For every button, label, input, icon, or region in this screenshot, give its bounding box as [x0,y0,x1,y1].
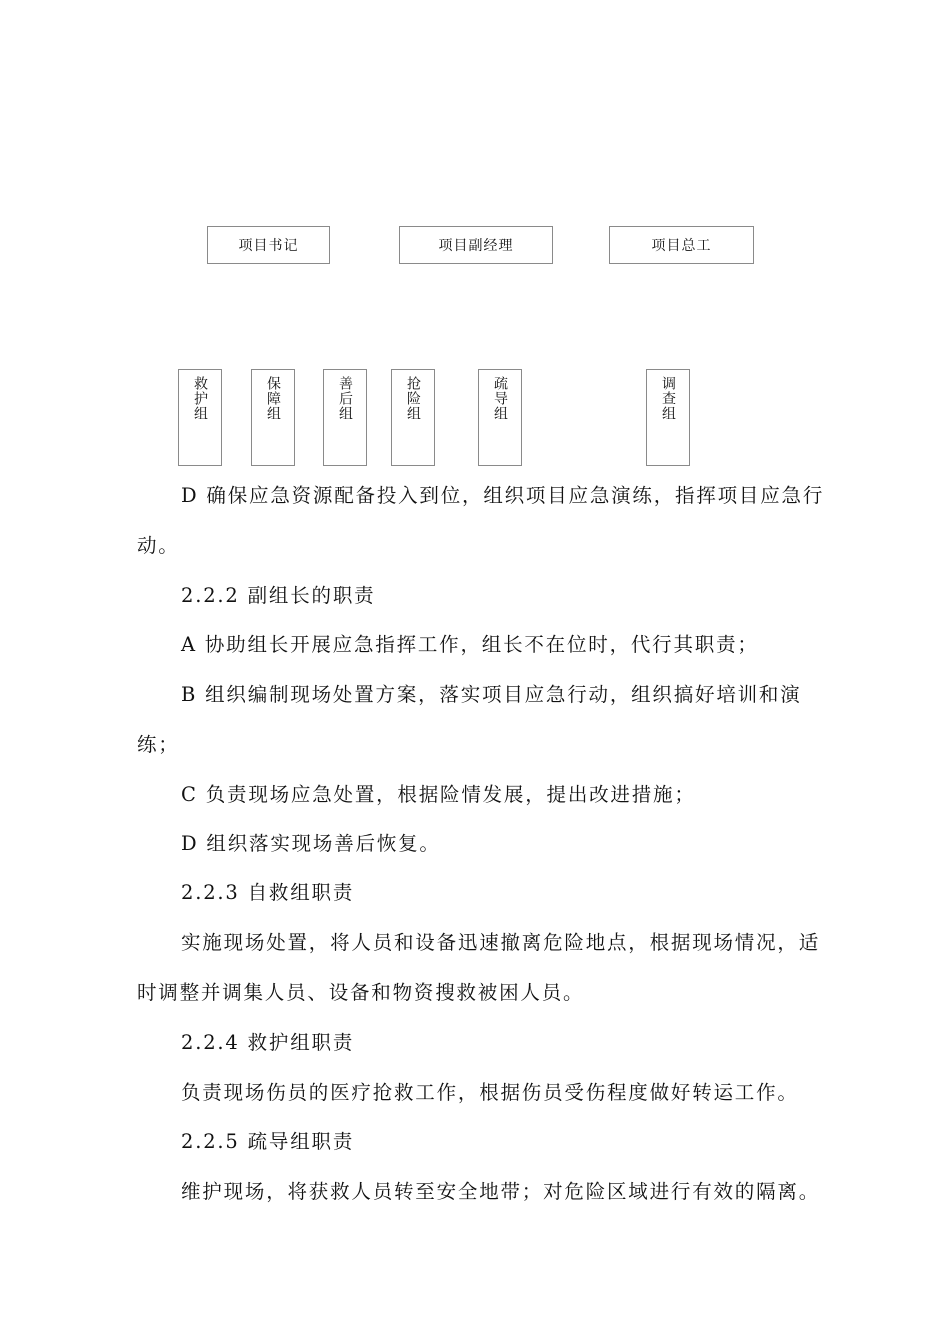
org-box-chief-engineer [609,226,754,264]
paragraph-medical: 负责现场伤员的医疗抢救工作，根据伤员受伤程度做好转运工作。 [181,1081,799,1104]
org-box-emergency-group [391,369,435,466]
org-box-evacuation-group [478,369,522,466]
org-box-label: 调查组 [660,376,676,421]
org-box-support-group [251,369,295,466]
org-box-label: 项目总工 [651,238,712,254]
org-box-label: 抢险组 [405,376,421,421]
org-box-project-secretary [207,226,330,264]
section-heading-2-2-4: 2.2.4 救护组职责 [181,1031,355,1054]
section-heading-2-2-5: 2.2.5 疏导组职责 [181,1130,355,1153]
org-box-label: 项目书记 [238,238,299,254]
org-box-rescue-group [178,369,222,466]
org-box-label: 项目副经理 [438,238,514,254]
org-box-label: 保障组 [265,376,281,421]
paragraph-d-resources: D 确保应急资源配备投入到位，组织项目应急演练，指挥项目应急行动。 [137,484,825,557]
paragraph-a-assist: A 协助组长开展应急指挥工作，组长不在位时，代行其职责； [181,633,759,656]
org-box-deputy-manager [399,226,553,264]
paragraph-b-plan: B 组织编制现场处置方案，落实项目应急行动，组织搞好培训和演练； [137,683,802,756]
org-box-label: 善后组 [337,376,353,421]
org-box-label: 疏导组 [492,376,508,421]
section-heading-2-2-3: 2.2.3 自救组职责 [181,881,355,904]
org-box-label: 救护组 [192,376,208,421]
org-box-aftermath-group [323,369,367,466]
org-box-investigation-group [646,369,690,466]
section-heading-2-2-2: 2.2.2 副组长的职责 [181,584,376,607]
paragraph-c-disposal: C 负责现场应急处置，根据险情发展，提出改进措施； [181,783,696,806]
paragraph-evacuation: 维护现场，将获救人员转至安全地带；对危险区域进行有效的隔离。 [181,1180,821,1203]
paragraph-self-rescue: 实施现场处置，将人员和设备迅速撤离危险地点，根据现场情况，适时调整并调集人员、设备和物资搜救被困人员。 [137,931,821,1004]
paragraph-d-recovery: D 组织落实现场善后恢复。 [181,832,441,855]
